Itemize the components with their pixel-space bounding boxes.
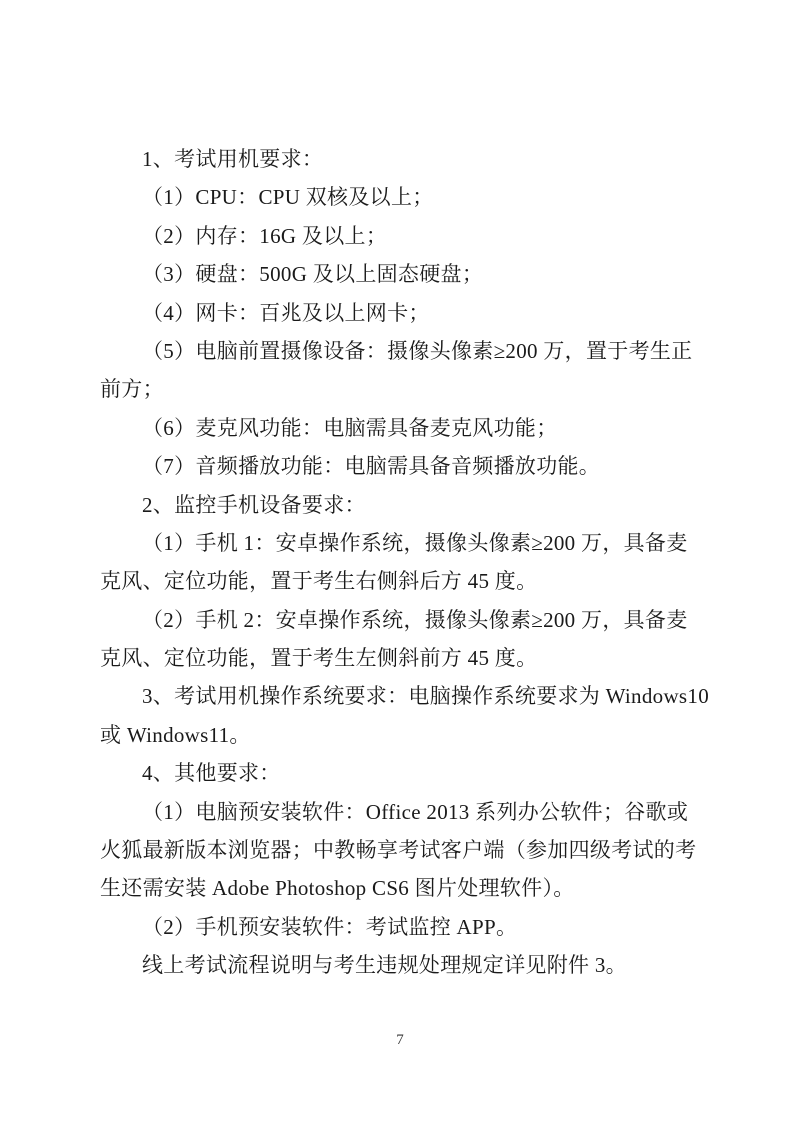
text-line: 或 Windows11。: [100, 722, 251, 747]
text-line: 生还需安装 Adobe Photoshop CS6 图片处理软件）。: [100, 876, 575, 901]
text-line: （7）音频播放功能：电脑需具备音频播放功能。: [142, 454, 601, 479]
text-line: 克风、定位功能，置于考生右侧斜后方 45 度。: [100, 569, 538, 594]
text-line: （6）麦克风功能：电脑需具备麦克风功能；: [142, 415, 558, 440]
text-line: 克风、定位功能，置于考生左侧斜前方 45 度。: [100, 646, 538, 671]
text-line: （2）手机预安装软件：考试监控 APP。: [142, 914, 518, 939]
page-footer: [0, 1032, 800, 1049]
text-line: 4、其他要求：: [142, 761, 281, 786]
text-line: 3、考试用机操作系统要求：电脑操作系统要求为 Windows10: [142, 684, 709, 709]
text-line: 2、监控手机设备要求：: [142, 492, 366, 517]
text-line: （3）硬盘：500G 及以上固态硬盘；: [142, 262, 484, 287]
text-line: （4）网卡：百兆及以上网卡；: [142, 300, 430, 325]
text-line: （1）CPU：CPU 双核及以上；: [142, 185, 434, 210]
text-line: 前方；: [100, 377, 164, 402]
text-line: 线上考试流程说明与考生违规处理规定详见附件 3。: [142, 953, 627, 978]
text-line: （1）电脑预安装软件：Office 2013 系列办公软件；谷歌或: [142, 799, 689, 824]
text-line: 1、考试用机要求：: [142, 147, 324, 171]
text-line: 火狐最新版本浏览器；中教畅享考试客户端（参加四级考试的考: [100, 838, 697, 863]
page-number: 7: [396, 1032, 404, 1048]
text-line: （5）电脑前置摄像设备：摄像头像素≥200 万，置于考生正: [142, 338, 693, 363]
text-line: （1）手机 1：安卓操作系统，摄像头像素≥200 万，具备麦: [142, 530, 688, 555]
text-line: （2）内存：16G 及以上；: [142, 223, 388, 248]
document-body: [100, 140, 708, 985]
text-line: （2）手机 2：安卓操作系统，摄像头像素≥200 万，具备麦: [142, 607, 688, 632]
